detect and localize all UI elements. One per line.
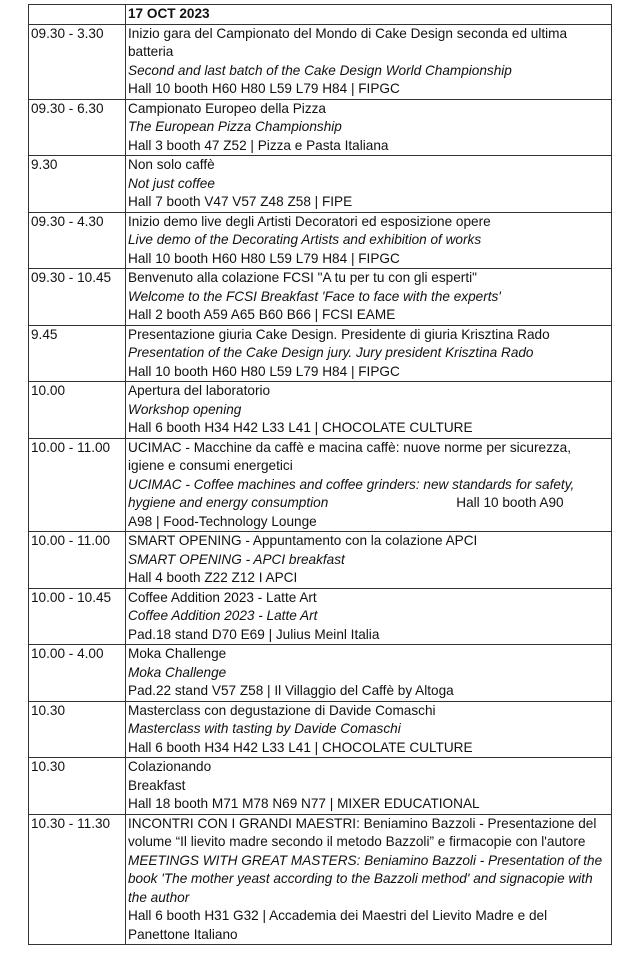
event-details <box>126 532 612 589</box>
event-location: Hall 3 booth 47 Z52 | Pizza e Pasta Italiana <box>128 137 389 153</box>
event-time: 09.30 - 6.30 <box>29 99 126 156</box>
table-row <box>29 588 612 645</box>
event-location: Pad.22 stand V57 Z58 | Il Villaggio del Caffè by Altoga <box>128 683 454 698</box>
event-title-it: Inizio gara del Campionato del Mondo di Cake Design seconda ed ultima batteria <box>128 25 568 59</box>
table-row <box>29 532 612 589</box>
table-row <box>29 645 612 702</box>
event-location: Hall 4 booth Z22 Z12 I APCI <box>128 570 298 585</box>
event-title-en: Coffee Addition 2023 - Latte Art <box>128 608 318 623</box>
event-location: Hall 10 booth H60 H80 L59 L79 H84 | FIPGC <box>128 250 400 266</box>
event-location: Hall 6 booth H31 G32 | Accademia dei Maestri del Lievito Madre e del Panettone Italiano <box>128 908 548 942</box>
event-location: A98 | Food-Technology Lounge <box>128 513 317 529</box>
event-title-en: Second and last batch of the Cake Design World Championship <box>128 62 512 78</box>
event-time: 10.00 - 4.00 <box>29 645 126 702</box>
table-row <box>29 814 612 945</box>
event-title-en: MEETINGS WITH GREAT MASTERS: Beniamino Bazzoli - Presentation of the book 'The mother yeast according to the Bazzoli method' and signacopie with the author <box>128 852 603 905</box>
event-details <box>126 156 612 213</box>
event-details <box>126 645 612 702</box>
event-details <box>126 99 612 156</box>
event-title-it: Apertura del laboratorio <box>128 383 271 398</box>
event-location: Hall 10 booth H60 H80 L59 L79 H84 | FIPGC <box>128 81 400 96</box>
date-heading: 17 OCT 2023 <box>126 5 612 25</box>
event-title-it: Presentazione giuria Cake Design. Presidente di giuria Krisztina Rado <box>128 326 550 342</box>
event-title-it: SMART OPENING - Appuntamento con la colazione APCI <box>128 533 478 548</box>
event-title-it: Non solo caffè <box>128 157 215 172</box>
event-details <box>126 269 612 326</box>
event-title-en: Workshop opening <box>128 401 242 417</box>
event-title-en: Breakfast <box>128 777 186 793</box>
event-location: Pad.18 stand D70 E69 | Julius Meinl Italia <box>128 626 380 642</box>
event-location-part: Hall 10 booth A90 <box>456 495 564 510</box>
event-time: 10.00 - 11.00 <box>29 438 126 532</box>
event-title-en-text: UCIMAC - Coffee machines and coffee grinders: new standards for safety, hygiene and energy consumption <box>128 476 575 510</box>
event-details <box>126 24 612 99</box>
event-title-en: Moka Challenge <box>128 664 227 680</box>
event-time: 10.00 - 10.45 <box>29 588 126 645</box>
event-title-it: Campionato Europeo della Pizza <box>128 100 326 116</box>
event-time: 9.30 <box>29 156 126 213</box>
table-row <box>29 438 612 532</box>
event-time: 10.30 <box>29 701 126 758</box>
table-row <box>29 758 612 815</box>
event-title-en: Welcome to the FCSI Breakfast 'Face to face with the experts' <box>128 288 501 304</box>
event-title-en: The European Pizza Championship <box>128 119 342 134</box>
event-title-en: Presentation of the Cake Design jury. Jury president Krisztina Rado <box>128 345 534 360</box>
event-title-it: Moka Challenge <box>128 646 227 661</box>
table-row <box>29 701 612 758</box>
date-row <box>29 5 612 25</box>
schedule-table <box>28 4 612 945</box>
table-row <box>29 99 612 156</box>
event-location: Hall 10 booth H60 H80 L59 L79 H84 | FIPGC <box>128 363 400 379</box>
table-row <box>29 156 612 213</box>
event-title-it: Coffee Addition 2023 - Latte Art <box>128 589 317 605</box>
event-location: Hall 6 booth H34 H42 L33 L41 | CHOCOLATE CULTURE <box>128 739 473 755</box>
event-details <box>126 814 612 945</box>
event-title-it: INCONTRI CON I GRANDI MAESTRI: Beniamino Bazzoli - Presentazione del volume “Il lievito madre secondo il metodo Bazzoli” e firmacopie con l'autore <box>128 815 597 849</box>
event-title-it: UCIMAC - Macchine da caffè e macina caffè: nuove norme per sicurezza, igiene e consumi energetici <box>128 439 572 473</box>
event-location: Hall 7 booth V47 V57 Z48 Z58 | FIPE <box>128 194 353 209</box>
table-row <box>29 325 612 382</box>
table-row <box>29 269 612 326</box>
event-title-it: Masterclass con degustazione di Davide Comaschi <box>128 702 436 718</box>
event-title-en: Not just coffee <box>128 175 215 191</box>
event-details <box>126 758 612 815</box>
event-time: 10.00 <box>29 382 126 439</box>
event-time: 10.30 - 11.30 <box>29 814 126 945</box>
event-time: 09.30 - 4.30 <box>29 212 126 269</box>
event-title-it: Benvenuto alla colazione FCSI "A tu per tu con gli esperti" <box>128 270 477 285</box>
event-title-en <box>128 476 609 513</box>
event-title-en: Live demo of the Decorating Artists and exhibition of works <box>128 232 482 247</box>
table-row <box>29 24 612 99</box>
table-row <box>29 382 612 439</box>
event-title-en: Masterclass with tasting by Davide Comaschi <box>128 721 401 736</box>
event-details <box>126 212 612 269</box>
event-time: 10.00 - 11.00 <box>29 532 126 589</box>
event-details <box>126 438 612 532</box>
event-location: Hall 6 booth H34 H42 L33 L41 | CHOCOLATE CULTURE <box>128 420 473 435</box>
event-details <box>126 701 612 758</box>
event-title-it: Colazionando <box>128 759 212 774</box>
table-row <box>29 212 612 269</box>
event-time: 9.45 <box>29 325 126 382</box>
event-details <box>126 588 612 645</box>
event-title-it: Inizio demo live degli Artisti Decoratori ed esposizione opere <box>128 213 491 229</box>
event-details <box>126 382 612 439</box>
event-time: 10.30 <box>29 758 126 815</box>
event-time: 09.30 - 3.30 <box>29 24 126 99</box>
event-details <box>126 325 612 382</box>
event-location: Hall 18 booth M71 M78 N69 N77 | MIXER EDUCATIONAL <box>128 796 480 811</box>
date-time-cell <box>29 5 126 25</box>
event-time: 09.30 - 10.45 <box>29 269 126 326</box>
event-location: Hall 2 booth A59 A65 B60 B66 | FCSI EAME <box>128 307 396 322</box>
event-title-en: SMART OPENING - APCI breakfast <box>128 551 345 567</box>
